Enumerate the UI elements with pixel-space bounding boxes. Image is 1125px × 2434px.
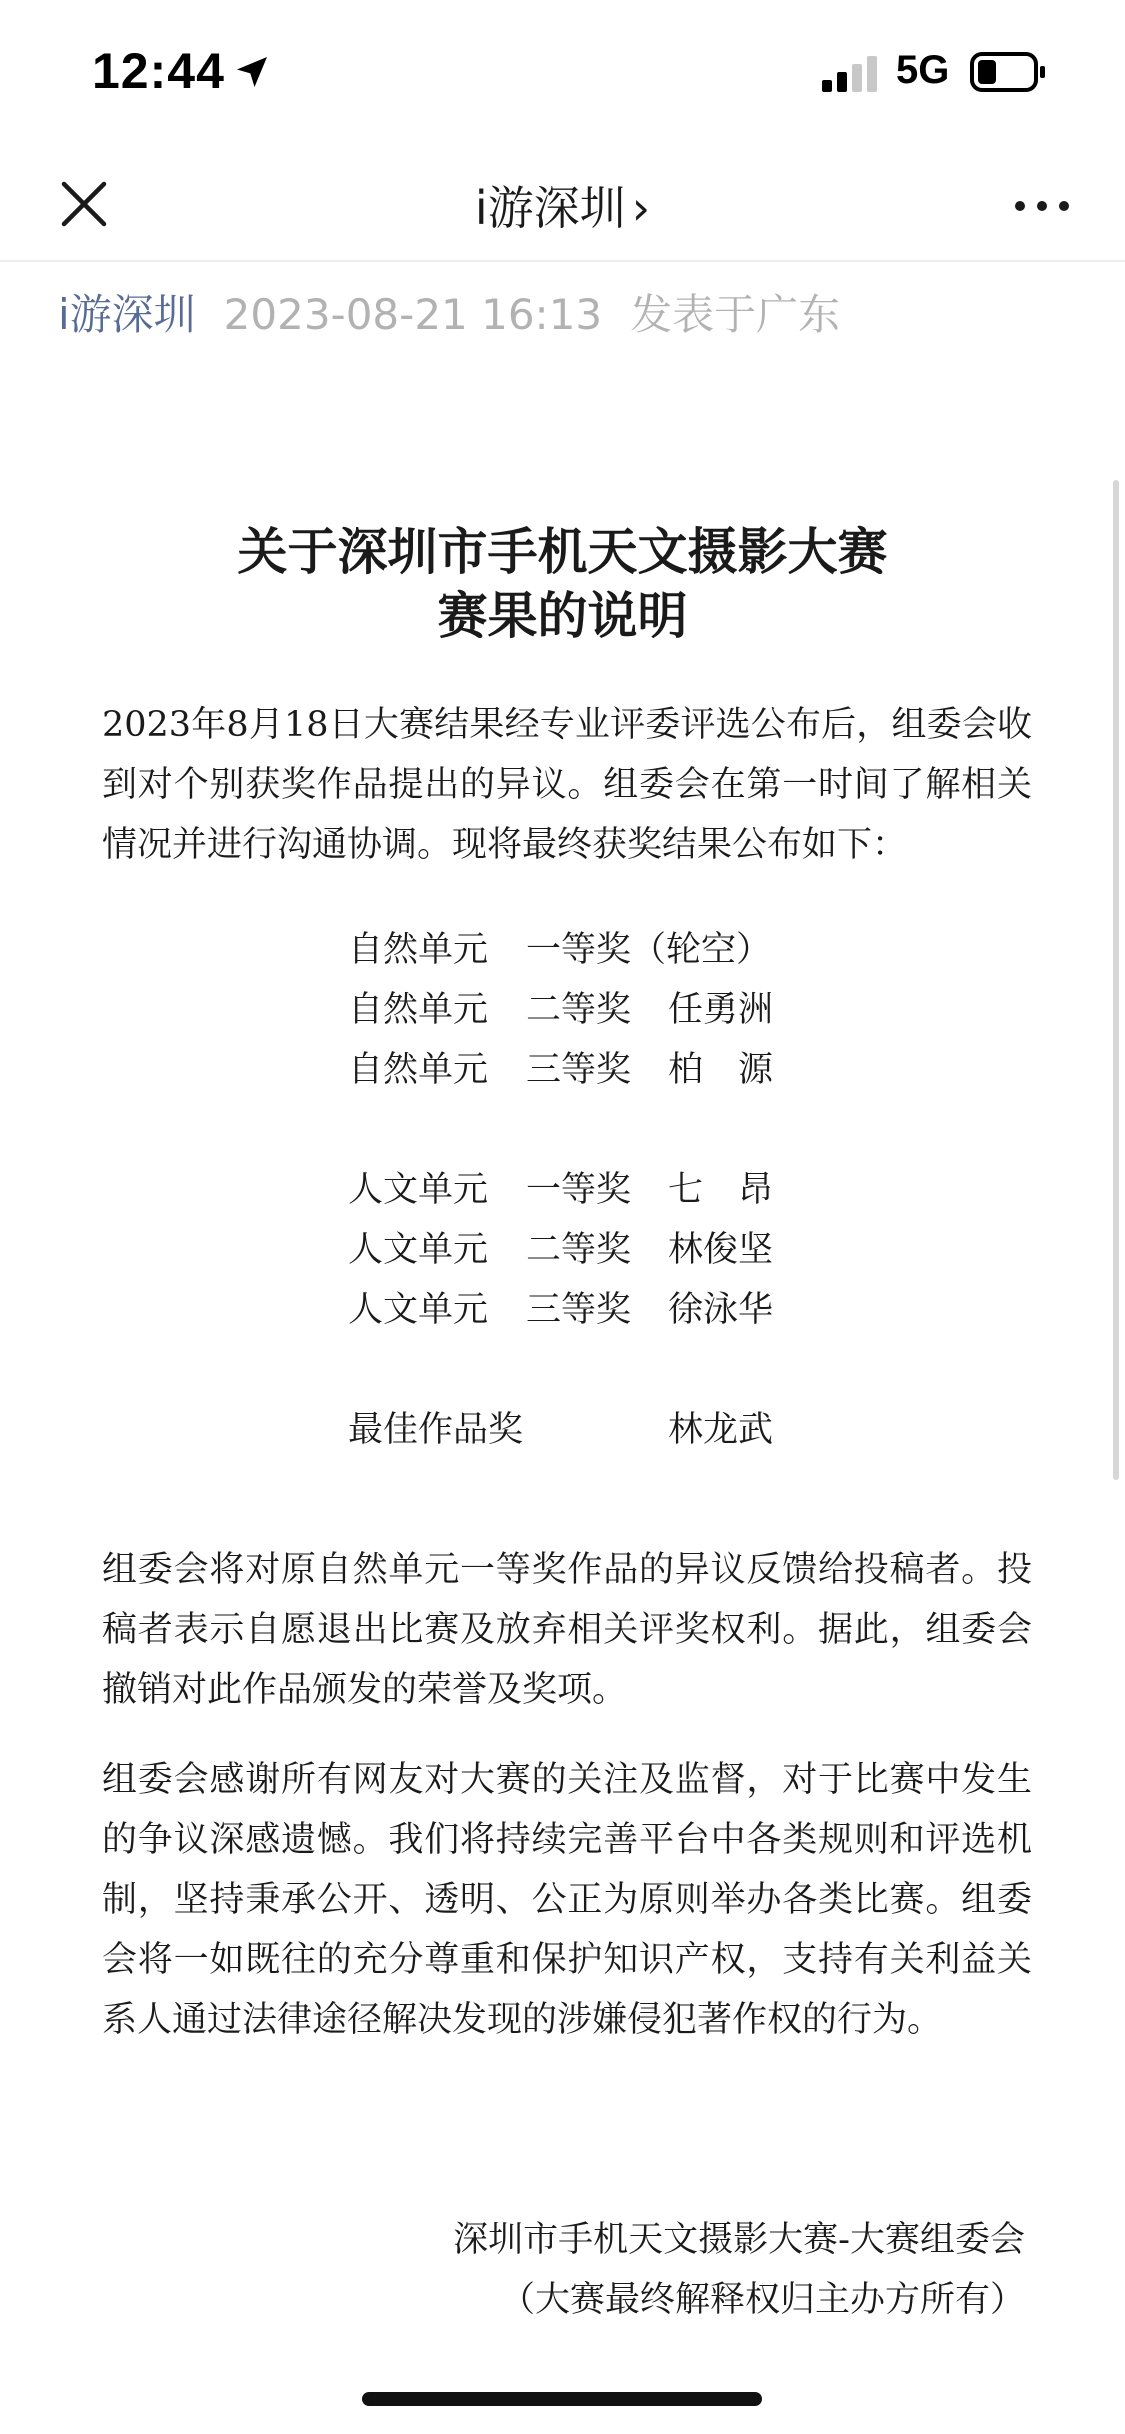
- document-title: [0, 520, 1125, 648]
- signal-icon: [822, 56, 878, 92]
- award-row: 自然单元 二等奖 任勇洲: [348, 990, 774, 1030]
- article-body: [0, 520, 1125, 2320]
- award-row: 人文单元 一等奖 七 昂: [348, 1170, 774, 1210]
- best-work-award: [348, 1400, 773, 1460]
- thanks-paragraph: 组委会感谢所有网友对大赛的关注及监督，对于比赛中发生的争议深感遗憾。我们将持续完善平台中各类规则和评选机制，坚持秉承公开、透明、公正为原则举办各类比赛。组委会将一如既往的充分尊重和保护知识产权，支持有关利益关系人通过法律途径解决发现的涉嫌侵犯著作权的行为。: [102, 1760, 1032, 2040]
- award-row: 自然单元 一等奖（轮空）: [348, 930, 772, 970]
- network-type-label: 5G: [896, 48, 950, 92]
- account-name-link[interactable]: i游深圳: [58, 290, 196, 339]
- publish-location: 发表于广东: [630, 290, 841, 339]
- award-row: 人文单元 三等奖 徐泳华: [348, 1290, 774, 1330]
- account-title-link[interactable]: [0, 172, 1125, 238]
- award-row: 人文单元 二等奖 林俊坚: [348, 1230, 774, 1270]
- signature-note: （大赛最终解释权归主办方所有）: [499, 2280, 1025, 2320]
- signature-line: 深圳市手机天文摄影大赛-大赛组委会: [453, 2220, 1025, 2260]
- intro-paragraph: 2023年8月18日大赛结果经专业评委评选公布后，组委会收到对个别获奖作品提出的异议。组委会在第一时间了解相关情况并进行沟通协调。现将最终获奖结果公布如下：: [102, 705, 1032, 865]
- battery-icon: [970, 52, 1046, 92]
- nav-bar: [0, 150, 1125, 262]
- publish-time: 2023-08-21 16:13: [223, 290, 603, 339]
- title-line: 赛果的说明: [437, 586, 688, 645]
- award-row: 最佳作品奖 林龙武: [348, 1410, 774, 1450]
- status-time: 12:44: [92, 43, 225, 99]
- location-arrow-icon: [232, 52, 272, 92]
- nature-awards-list: [348, 920, 773, 1100]
- title-line: 关于深圳市手机天文摄影大赛: [237, 522, 888, 581]
- signature-block: [453, 2210, 1025, 2330]
- home-indicator[interactable]: [362, 2392, 762, 2406]
- article-meta: [58, 282, 840, 342]
- account-title: i游深圳: [474, 181, 626, 235]
- culture-awards-list: [348, 1160, 773, 1340]
- more-icon[interactable]: [1010, 178, 1074, 234]
- withdrawal-paragraph: 组委会将对原自然单元一等奖作品的异议反馈给投稿者。投稿者表示自愿退出比赛及放弃相关评奖权利。据此，组委会撤销对此作品颁发的荣誉及奖项。: [102, 1550, 1032, 1710]
- status-bar: [0, 0, 1125, 150]
- award-row: 自然单元 三等奖 柏 源: [348, 1050, 774, 1090]
- scrollbar[interactable]: [1113, 480, 1119, 1480]
- chevron-right-icon: ›: [631, 181, 651, 235]
